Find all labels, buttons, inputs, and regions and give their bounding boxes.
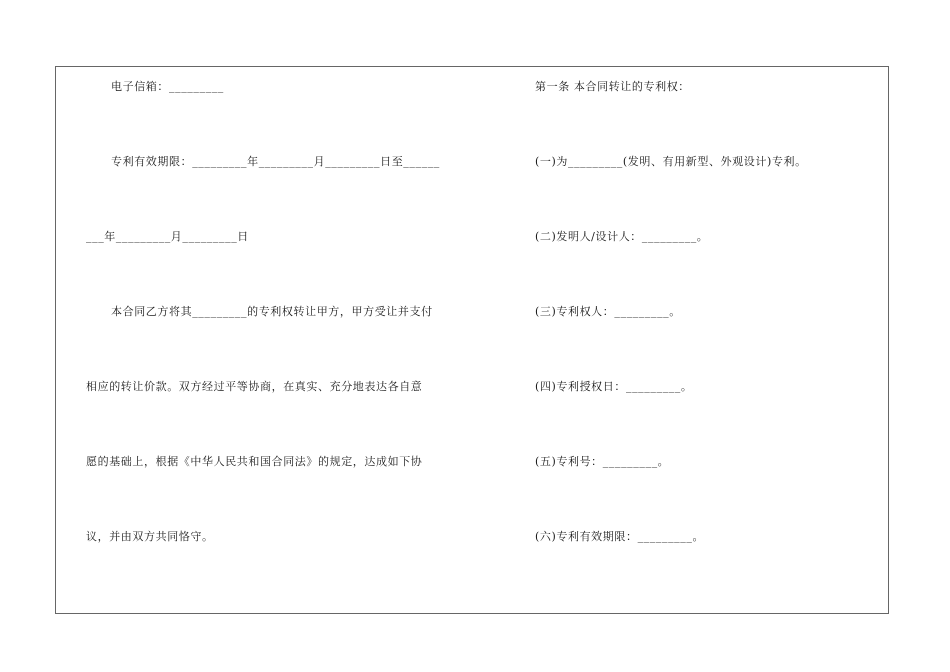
patent-item-4: (四)专利授权日：_________。: [535, 380, 693, 393]
paragraph-line-1: 本合同乙方将其_________的专利权转让甲方，甲方受让并支付: [111, 305, 433, 318]
paragraph-line-2: 相应的转让价款。双方经过平等协商，在真实、充分地表达各自意: [86, 380, 423, 393]
patent-item-6: (六)专利有效期限：_________。: [535, 530, 705, 543]
article-title: 第一条 本合同转让的专利权：: [535, 80, 690, 93]
paragraph-line-4: 议，并由双方共同恪守。: [86, 530, 214, 543]
email-line: 电子信箱：_________: [111, 80, 224, 93]
patent-item-5: (五)专利号：_________。: [535, 455, 670, 468]
validity-line: 专利有效期限：_________年_________月_________日至______: [111, 155, 440, 168]
paragraph-line-3: 愿的基础上，根据《中华人民共和国合同法》的规定，达成如下协: [86, 455, 423, 468]
patent-item-1: (一)为_________(发明、有用新型、外观设计)专利。: [535, 155, 807, 168]
patent-item-2: (二)发明人/设计人：_________。: [535, 230, 709, 243]
patent-item-3: (三)专利权人：_________。: [535, 305, 681, 318]
validity-continuation-line: ___年_________月_________日: [86, 230, 249, 243]
